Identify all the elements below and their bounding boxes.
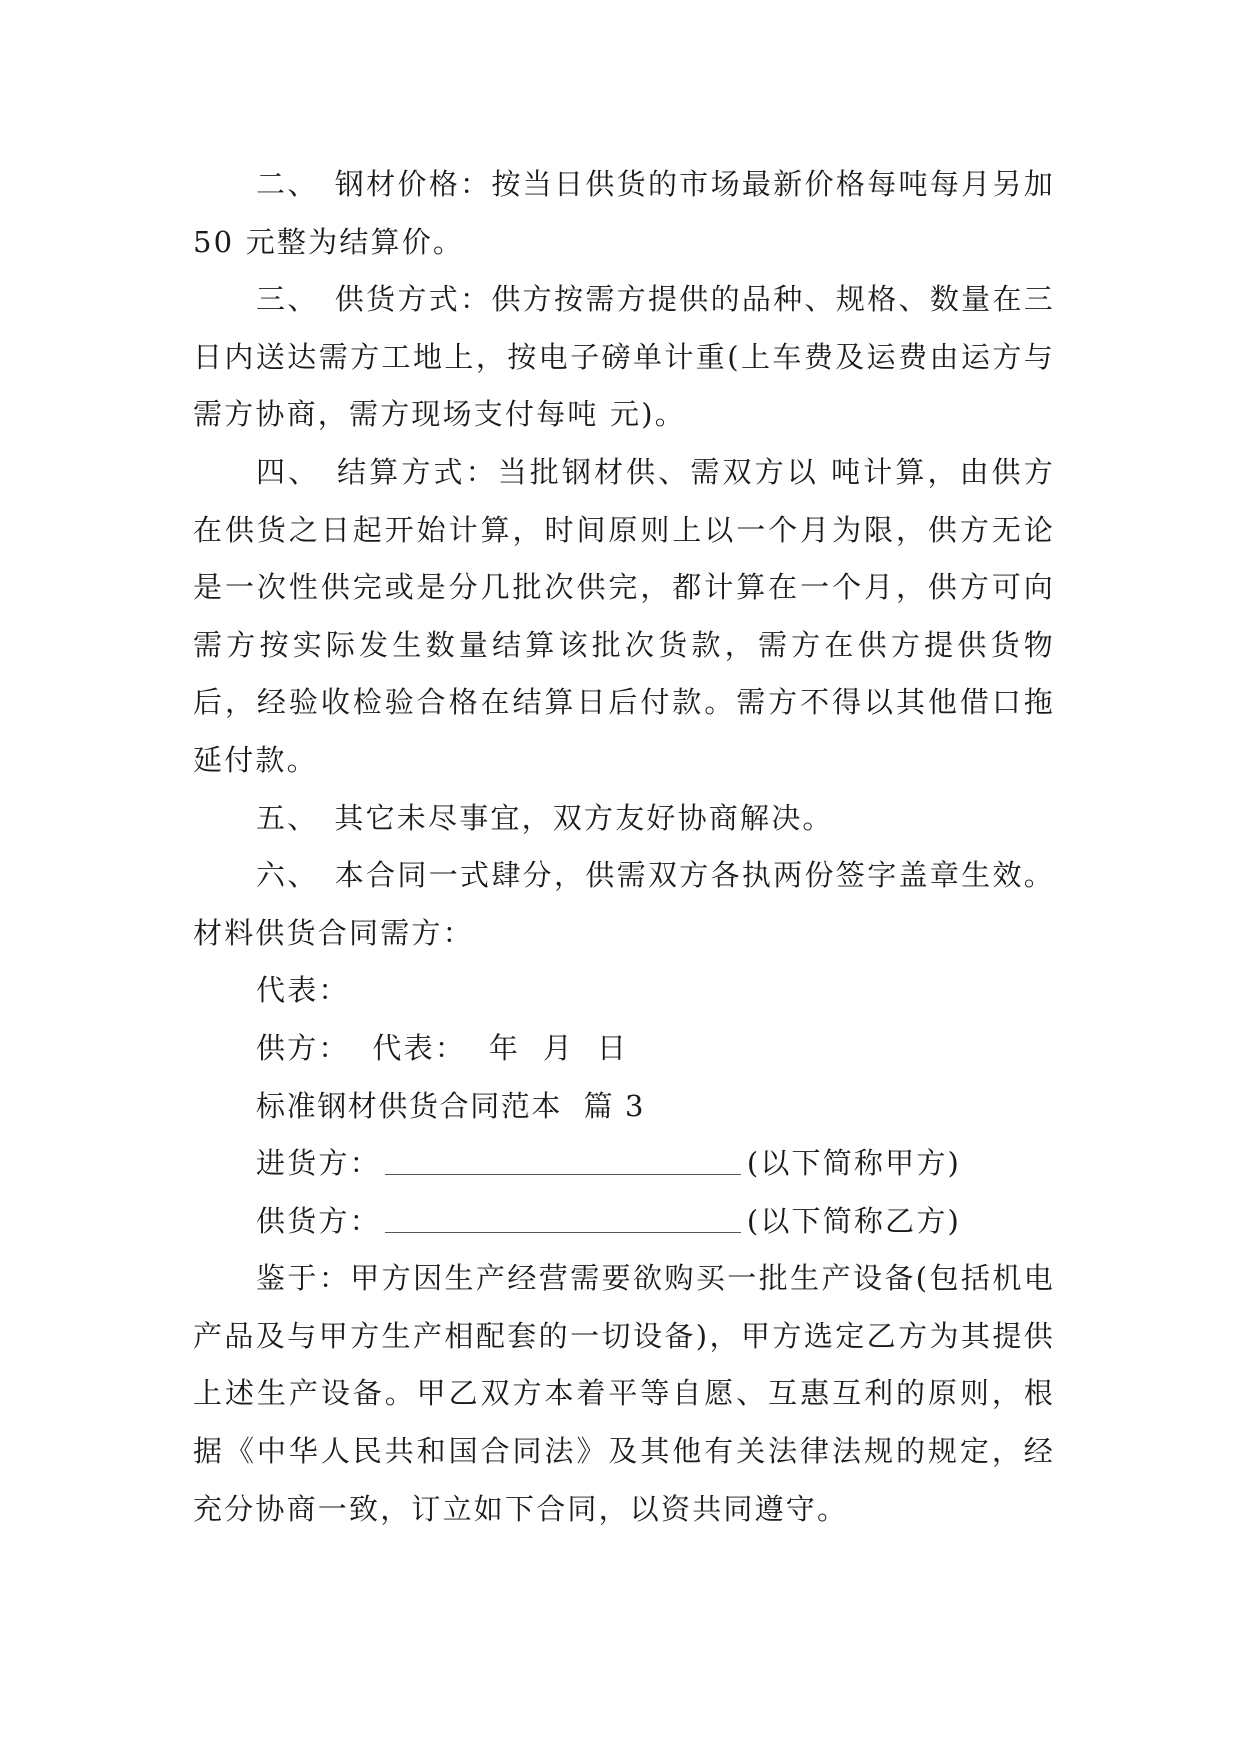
contract-heading — [193, 1078, 1055, 1136]
seller-line — [193, 1193, 1055, 1251]
supplier-signature-text: 供方： 代表： 年 月 日 — [256, 1030, 629, 1065]
supplier-signature-line — [193, 1020, 1055, 1078]
clause-number: 二、 — [256, 167, 319, 201]
seller-name-blank[interactable] — [385, 1202, 741, 1233]
clause-copies — [193, 847, 1055, 962]
clause-settlement — [193, 444, 1055, 790]
seller-alias: (以下简称乙方) — [746, 1203, 962, 1238]
clause-number: 四、 — [256, 454, 321, 489]
buyer-line — [193, 1135, 1055, 1193]
clause-delivery — [193, 271, 1055, 444]
clause-number: 六、 — [256, 858, 319, 893]
clause-price — [193, 156, 1055, 271]
contract-heading-text: 标准钢材供货合同范本 篇 3 — [256, 1088, 646, 1123]
clause-text: 供货方式：供方按需方提供的品种、规格、数量在三日内送达需方工地上，按电子磅单计重(上车费及运费由运方与需方协商，需方现场支付每吨 元)。 — [193, 282, 1055, 432]
clause-text: 钢材价格：按当日供货的市场最新价格每吨每月另加 50 元整为结算价。 — [193, 167, 1055, 259]
buyer-label: 进货方： — [256, 1146, 381, 1181]
representative-line — [193, 962, 1055, 1020]
buyer-alias: (以下简称甲方) — [746, 1146, 962, 1181]
clause-text: 结算方式：当批钢材供、需双方以 吨计算，由供方在供货之日起开始计算，时间原则上以一个月为限，供方无论是一次性供完或是分几批次供完，都计算在一个月，供方可向需方按实际发生数量结算该批次货款，需方在供方提供货物后，经验收检验合格在结算日后付款。需方不得以其他借口拖延付款。 — [193, 454, 1055, 777]
clause-number: 三、 — [256, 282, 319, 317]
whereas-paragraph — [193, 1250, 1055, 1538]
clause-other — [193, 790, 1055, 848]
clause-number: 五、 — [256, 800, 319, 835]
seller-label: 供货方： — [256, 1203, 381, 1238]
clause-text: 其它未尽事宜，双方友好协商解决。 — [334, 800, 834, 835]
representative-label: 代表： — [256, 973, 350, 1008]
buyer-name-blank[interactable] — [385, 1144, 741, 1175]
document-body — [193, 156, 1055, 1538]
whereas-text: 鉴于：甲方因生产经营需要欲购买一批生产设备(包括机电产品及与甲方生产相配套的一切设备)，甲方选定乙方为其提供上述生产设备。甲乙双方本着平等自愿、互惠互利的原则，根据《中华人民共和国合同法》及其他有关法律法规的规定，经充分协商一致，订立如下合同，以资共同遵守。 — [193, 1261, 1055, 1526]
clause-text: 本合同一式肆分，供需双方各执两份签字盖章生效。材料供货合同需方： — [193, 858, 1055, 950]
